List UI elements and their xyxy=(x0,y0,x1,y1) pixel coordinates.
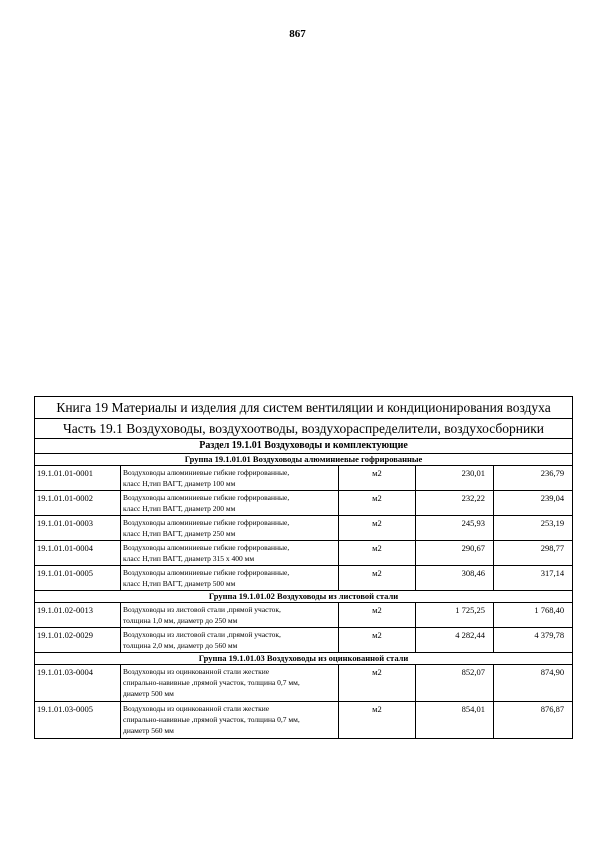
item-price-1: 4 282,44 xyxy=(416,628,494,653)
item-name-line: Воздуховоды из оцинкованной стали жесткие xyxy=(123,704,270,713)
item-name-line: толщина 1,0 мм, диаметр до 250 мм xyxy=(123,616,238,625)
item-price-2: 4 379,78 xyxy=(494,628,573,653)
item-price-2: 874,90 xyxy=(494,665,573,702)
item-name xyxy=(121,516,339,541)
item-unit: м2 xyxy=(339,628,416,653)
item-price-1: 245,93 xyxy=(416,516,494,541)
item-name xyxy=(121,566,339,591)
item-price-2: 317,14 xyxy=(494,566,573,591)
item-price-1: 1 725,25 xyxy=(416,603,494,628)
item-code: 19.1.01.01-0004 xyxy=(35,541,121,566)
table-row xyxy=(35,665,573,702)
item-name-line: толщина 2,0 мм, диаметр до 560 мм xyxy=(123,641,238,650)
item-unit: м2 xyxy=(339,491,416,516)
item-code: 19.1.01.01-0001 xyxy=(35,466,121,491)
part-title: Часть 19.1 Воздуховоды, воздухоотводы, воздухораспределители, воздухосборники xyxy=(35,419,573,439)
item-name xyxy=(121,466,339,491)
item-price-2: 253,19 xyxy=(494,516,573,541)
item-price-2: 876,87 xyxy=(494,702,573,739)
item-code: 19.1.01.01-0003 xyxy=(35,516,121,541)
group-title-row xyxy=(35,653,573,665)
item-price-2: 298,77 xyxy=(494,541,573,566)
item-name xyxy=(121,628,339,653)
table-row xyxy=(35,566,573,591)
item-name-line: Воздуховоды из листовой стали ,прямой участок, xyxy=(123,605,281,614)
item-code: 19.1.01.03-0004 xyxy=(35,665,121,702)
item-unit: м2 xyxy=(339,566,416,591)
item-unit: м2 xyxy=(339,516,416,541)
table-row xyxy=(35,702,573,739)
item-price-1: 290,67 xyxy=(416,541,494,566)
group-title-row xyxy=(35,591,573,603)
item-name-line: спирально-навивные ,прямой участок, толщина 0,7 мм, xyxy=(123,678,300,687)
item-name xyxy=(121,491,339,516)
item-code: 19.1.01.03-0005 xyxy=(35,702,121,739)
table-row xyxy=(35,466,573,491)
item-price-2: 236,79 xyxy=(494,466,573,491)
item-name-line: Воздуховоды из листовой стали ,прямой участок, xyxy=(123,630,281,639)
section-title-row xyxy=(35,439,573,454)
item-name-line: класс Н,тип ВАГТ, диаметр 500 мм xyxy=(123,579,236,588)
item-name xyxy=(121,541,339,566)
item-name xyxy=(121,702,339,739)
item-name-line: класс Н,тип ВАГТ, диаметр 100 мм xyxy=(123,479,236,488)
item-unit: м2 xyxy=(339,541,416,566)
item-price-1: 232,22 xyxy=(416,491,494,516)
item-code: 19.1.01.02-0029 xyxy=(35,628,121,653)
book-title: Книга 19 Материалы и изделия для систем вентиляции и кондиционирования воздуха xyxy=(35,397,573,419)
part-title-row xyxy=(35,419,573,439)
group-title-row xyxy=(35,454,573,466)
book-title-row xyxy=(35,397,573,419)
section-title: Раздел 19.1.01 Воздуховоды и комплектующие xyxy=(35,439,573,454)
item-price-2: 239,04 xyxy=(494,491,573,516)
price-table xyxy=(34,396,573,739)
table-row xyxy=(35,628,573,653)
item-name-line: Воздуховоды алюминиевые гибкие гофрированные, xyxy=(123,493,290,502)
item-name xyxy=(121,603,339,628)
item-name-line: Воздуховоды алюминиевые гибкие гофрированные, xyxy=(123,543,290,552)
page-number: 867 xyxy=(289,28,306,40)
item-price-1: 230,01 xyxy=(416,466,494,491)
item-price-1: 308,46 xyxy=(416,566,494,591)
item-unit: м2 xyxy=(339,466,416,491)
item-name xyxy=(121,665,339,702)
group-title: Группа 19.1.01.03 Воздуховоды из оцинкованной стали xyxy=(35,653,573,665)
table-row xyxy=(35,541,573,566)
item-name-line: класс Н,тип ВАГТ, диаметр 200 мм xyxy=(123,504,236,513)
item-name-line: класс Н,тип ВАГТ, диаметр 250 мм xyxy=(123,529,236,538)
item-name-line: диаметр 500 мм xyxy=(123,689,174,698)
item-name-line: Воздуховоды из оцинкованной стали жесткие xyxy=(123,667,270,676)
item-code: 19.1.01.01-0002 xyxy=(35,491,121,516)
item-name-line: Воздуховоды алюминиевые гибкие гофрированные, xyxy=(123,518,290,527)
table-row xyxy=(35,516,573,541)
item-name-line: спирально-навивные ,прямой участок, толщина 0,7 мм, xyxy=(123,715,300,724)
group-title: Группа 19.1.01.01 Воздуховоды алюминиевые гофрированные xyxy=(35,454,573,466)
table-row xyxy=(35,603,573,628)
item-name-line: диаметр 560 мм xyxy=(123,726,174,735)
item-name-line: Воздуховоды алюминиевые гибкие гофрированные, xyxy=(123,468,290,477)
table-row xyxy=(35,491,573,516)
item-price-2: 1 768,40 xyxy=(494,603,573,628)
item-price-1: 854,01 xyxy=(416,702,494,739)
group-title: Группа 19.1.01.02 Воздуховоды из листовой стали xyxy=(35,591,573,603)
item-unit: м2 xyxy=(339,603,416,628)
item-code: 19.1.01.02-0013 xyxy=(35,603,121,628)
item-code: 19.1.01.01-0005 xyxy=(35,566,121,591)
item-name-line: класс Н,тип ВАГТ, диаметр 315 х 400 мм xyxy=(123,554,255,563)
item-unit: м2 xyxy=(339,665,416,702)
item-unit: м2 xyxy=(339,702,416,739)
item-name-line: Воздуховоды алюминиевые гибкие гофрированные, xyxy=(123,568,290,577)
item-price-1: 852,07 xyxy=(416,665,494,702)
